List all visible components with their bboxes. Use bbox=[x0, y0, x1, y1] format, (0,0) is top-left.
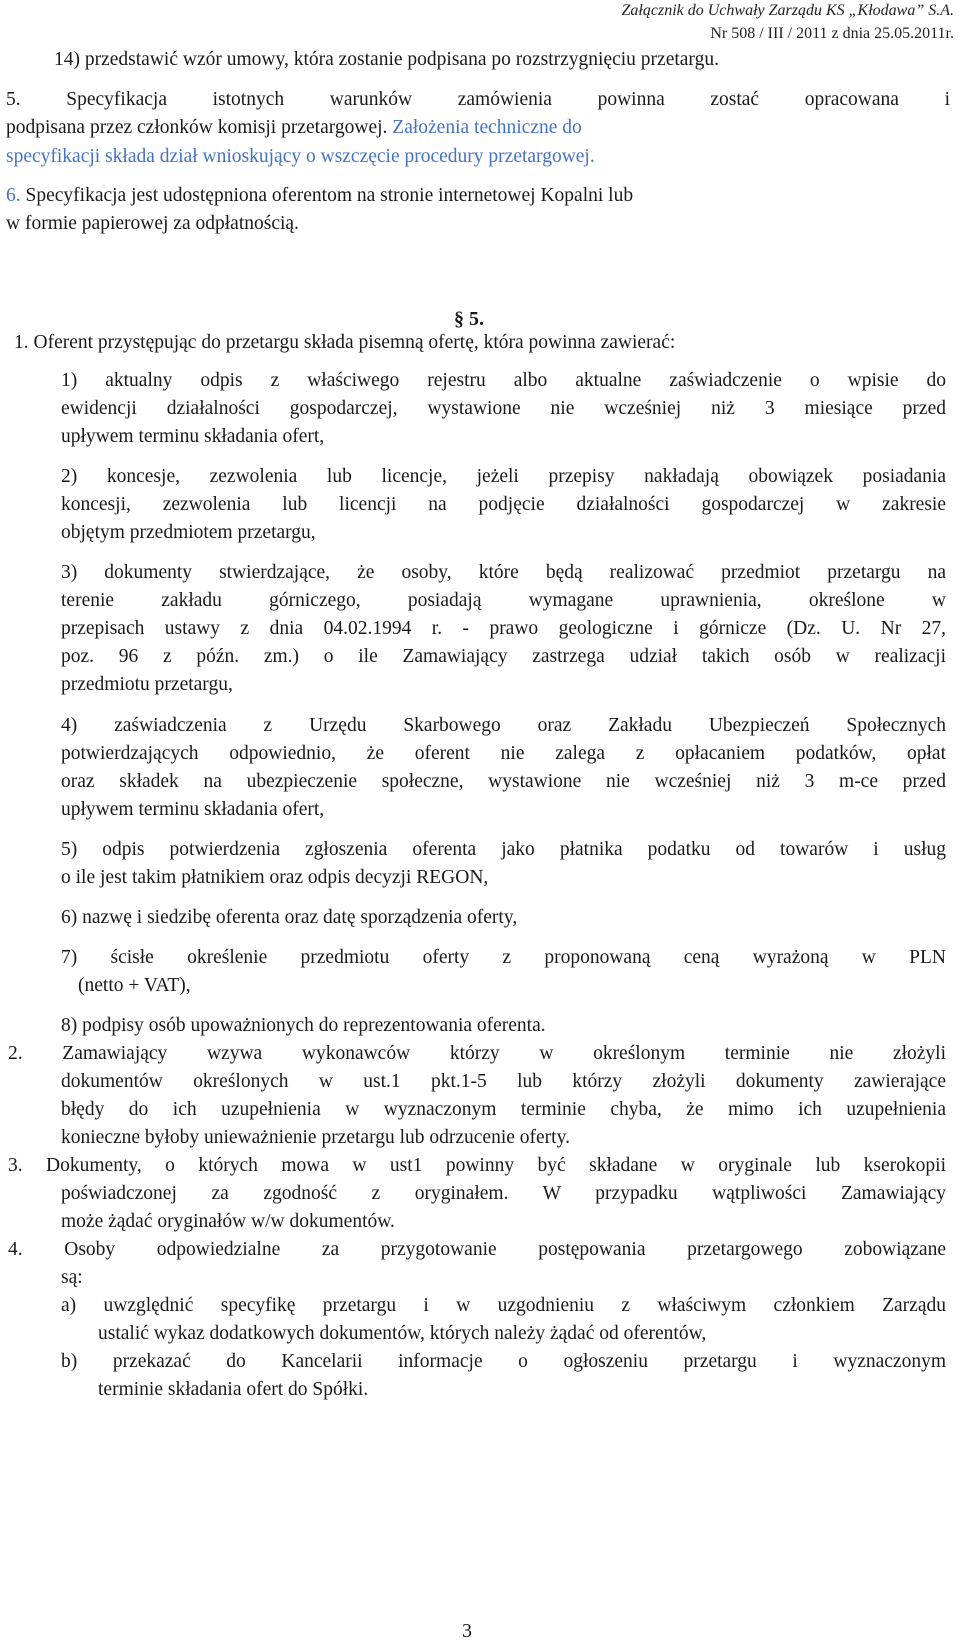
sub-a-line-2: ustalić wykaz dodatkowych dokumentów, których należy żądać od oferentów, bbox=[98, 1323, 707, 1344]
sub-8-line-1: 8) podpisy osób upoważnionych do reprezentowania oferenta. bbox=[61, 1015, 546, 1036]
sub-a-line-1: a) uwzględnić specyfikę przetargu i w uzgodnieniu z właściwym członkiem Zarządu bbox=[61, 1295, 946, 1316]
sub-3-line-3: przepisach ustawy z dnia 04.02.1994 r. - prawo geologiczne i górnicze (Dz. U. Nr 27, bbox=[61, 618, 946, 639]
sub-3-line-1: 3) dokumenty stwierdzające, że osoby, które będą realizować przedmiot przetargu na bbox=[61, 562, 946, 583]
header-attachment-line: Załącznik do Uchwały Zarządu KS „Kłodawa” S.A. bbox=[621, 2, 954, 19]
sub-4-line-4: upływem terminu składania ofert, bbox=[61, 799, 325, 820]
list-item-2-line-1: 2. Zamawiający wzywa wykonawców którzy w określonym terminie nie złożyli bbox=[8, 1043, 946, 1064]
list-item-3-line-3: może żądać oryginałów w/w dokumentów. bbox=[61, 1211, 395, 1232]
sub-4-line-3: oraz składek na ubezpieczenie społeczne, wystawione nie wcześniej niż 3 m-ce przed bbox=[61, 771, 946, 792]
sub-5-line-1: 5) odpis potwierdzenia zgłoszenia oferenta jako płatnika podatku od towarów i usług bbox=[61, 839, 946, 860]
sub-6-line-1: 6) nazwę i siedzibę oferenta oraz datę sporządzenia oferty, bbox=[61, 907, 518, 928]
para-6-text: Specyfikacja jest udostępniona oferentom na stronie internetowej Kopalni lub bbox=[20, 185, 634, 206]
sub-7-line-2: (netto + VAT), bbox=[78, 975, 191, 996]
sub-2-line-3: objętym przedmiotem przetargu, bbox=[61, 522, 316, 543]
para-5-highlight: Założenia techniczne do bbox=[392, 117, 582, 138]
sub-2-line-2: koncesji, zezwolenia lub licencji na podjęcie działalności gospodarczej w zakresie bbox=[61, 494, 946, 515]
sub-b-line-1: b) przekazać do Kancelarii informacje o ogłoszeniu przetargu i wyznaczonym bbox=[61, 1351, 946, 1372]
sub-3-line-2: terenie zakładu górniczego, posiadają wymagane uprawnienia, określone w bbox=[61, 590, 946, 611]
para-6-number: 6. bbox=[6, 185, 21, 206]
para-5-line-2 bbox=[6, 116, 950, 140]
para-5-line-2-text: podpisana przez członków komisji przetargowej. bbox=[6, 117, 393, 138]
sub-4-line-1: 4) zaświadczenia z Urzędu Skarbowego oraz Zakładu Ubezpieczeń Społecznych bbox=[61, 715, 946, 736]
sub-1-line-2: ewidencji działalności gospodarczej, wystawione nie wcześniej niż 3 miesiące przed bbox=[61, 398, 946, 419]
list-item-4-line-2: są: bbox=[61, 1267, 83, 1288]
item-14: 14) przedstawić wzór umowy, która zostanie podpisana po rozstrzygnięciu przetargu. bbox=[54, 49, 719, 70]
header-resolution-line: Nr 508 / III / 2011 z dnia 25.05.2011r. bbox=[710, 25, 954, 42]
sub-4-line-2: potwierdzających odpowiednio, że oferent nie zalega z opłacaniem podatków, opłat bbox=[61, 743, 946, 764]
section-heading: § 5. bbox=[454, 308, 484, 330]
para-5-line-3: specyfikacji składa dział wnioskujący o wszczęcie procedury przetargowej. bbox=[6, 146, 595, 167]
sub-7-line-1: 7) ścisłe określenie przedmiotu oferty z proponowaną ceną wyrażoną w PLN bbox=[61, 947, 946, 968]
list-item-4-line-1: 4. Osoby odpowiedzialne za przygotowanie postępowania przetargowego zobowiązane bbox=[8, 1239, 946, 1260]
list-item-3-line-1: 3. Dokumenty, o których mowa w ust1 powinny być składane w oryginale lub kserokopii bbox=[8, 1155, 946, 1176]
sub-1-line-3: upływem terminu składania ofert, bbox=[61, 426, 325, 447]
sub-5-line-2: o ile jest takim płatnikiem oraz odpis decyzji REGON, bbox=[61, 867, 489, 888]
sub-3-line-5: przedmiotu przetargu, bbox=[61, 674, 233, 695]
list-item-2-line-4: konieczne byłoby unieważnienie przetargu lub odrzucenie oferty. bbox=[61, 1127, 570, 1148]
list-item-2-line-2: dokumentów określonych w ust.1 pkt.1-5 lub którzy złożyli dokumenty zawierające bbox=[61, 1071, 946, 1092]
sub-3-line-4: poz. 96 z późn. zm.) o ile Zamawiający zastrzega udział takich osób w realizacji bbox=[61, 646, 946, 667]
sub-2-line-1: 2) koncesje, zezwolenia lub licencje, jeżeli przepisy nakładają obowiązek posiadania bbox=[61, 466, 946, 487]
list-item-1: 1. Oferent przystępując do przetargu składa pisemną ofertę, która powinna zawierać: bbox=[14, 332, 676, 353]
para-6-line-2: w formie papierowej za odpłatnością. bbox=[6, 213, 299, 234]
sub-1-line-1: 1) aktualny odpis z właściwego rejestru albo aktualne zaświadczenie o wpisie do bbox=[61, 370, 946, 391]
para-6-line-1 bbox=[6, 184, 633, 208]
page-number: 3 bbox=[462, 1620, 472, 1642]
list-item-3-line-2: poświadczonej za zgodność z oryginałem. W przypadku wątpliwości Zamawiający bbox=[61, 1183, 946, 1204]
list-item-2-line-3: błędy do ich uzupełnienia w wyznaczonym terminie chyba, że mimo ich uzupełnienia bbox=[61, 1099, 946, 1120]
sub-b-line-2: terminie składania ofert do Spółki. bbox=[98, 1379, 369, 1400]
para-5-line-1: 5. Specyfikacja istotnych warunków zamówienia powinna zostać opracowana i bbox=[6, 89, 950, 110]
